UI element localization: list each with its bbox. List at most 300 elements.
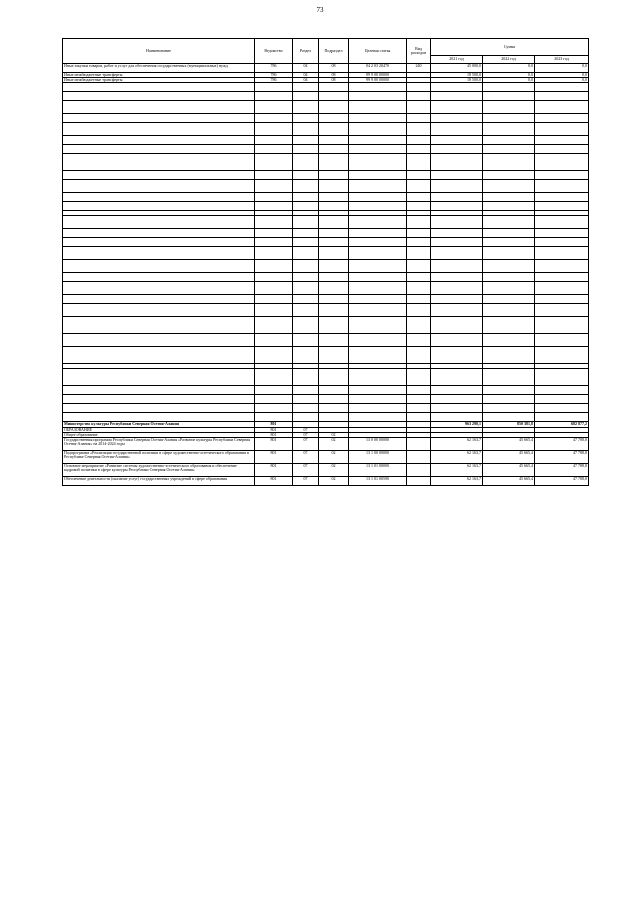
cell-2023: 47 788,8 xyxy=(535,463,589,476)
cell-name xyxy=(63,216,255,229)
cell-name xyxy=(63,92,255,101)
cell-section xyxy=(293,123,319,136)
cell-name xyxy=(63,347,255,364)
page-number: 73 xyxy=(316,6,324,14)
cell-section xyxy=(293,247,319,260)
cell-2023: 0,0 xyxy=(535,64,589,73)
cell-expense xyxy=(407,154,431,171)
cell-section xyxy=(293,180,319,193)
cell-2023 xyxy=(535,229,589,238)
cell-subsection: 02 xyxy=(319,437,349,450)
cell-2023 xyxy=(535,154,589,171)
cell-target xyxy=(349,216,407,229)
cell-2021 xyxy=(431,83,483,92)
cell-2023 xyxy=(535,317,589,334)
cell-section xyxy=(293,347,319,364)
cell-dept xyxy=(255,136,293,145)
cell-dept xyxy=(255,369,293,386)
cell-target: 04 2 03 20470 xyxy=(349,64,407,73)
cell-2022 xyxy=(483,295,535,304)
table-row xyxy=(63,193,589,202)
cell-target xyxy=(349,404,407,413)
cell-subsection: 02 xyxy=(319,432,349,437)
cell-2023 xyxy=(535,395,589,404)
cell-2022: 45 665,4 xyxy=(483,437,535,450)
cell-2022 xyxy=(483,282,535,295)
cell-target xyxy=(349,386,407,395)
cell-2022 xyxy=(483,193,535,202)
col-header-expense: Вид расходов xyxy=(407,39,431,64)
cell-section xyxy=(293,101,319,114)
cell-name: Государственная программа Республики Северная Осетия-Алания «Развитие культуры Республики Северная Осетия-Алания» на 2014-2024 годы xyxy=(63,437,255,450)
cell-expense xyxy=(407,83,431,92)
cell-subsection xyxy=(319,238,349,247)
cell-section xyxy=(293,136,319,145)
cell-target: 13 0 00 00000 xyxy=(349,437,407,450)
cell-name xyxy=(63,193,255,202)
cell-expense xyxy=(407,123,431,136)
cell-2022 xyxy=(483,171,535,180)
table-row xyxy=(63,413,589,422)
cell-dept xyxy=(255,114,293,123)
cell-dept xyxy=(255,304,293,317)
cell-target xyxy=(349,395,407,404)
cell-2022: 45 665,4 xyxy=(483,450,535,463)
cell-name: Обеспечение деятельности (оказание услуг) государственных учреждений в сфере образования xyxy=(63,476,255,485)
cell-subsection xyxy=(319,180,349,193)
table-row xyxy=(63,304,589,317)
cell-target xyxy=(349,202,407,211)
cell-dept: 801 xyxy=(255,427,293,432)
cell-2023 xyxy=(535,238,589,247)
table-row xyxy=(63,282,589,295)
cell-dept xyxy=(255,193,293,202)
cell-section xyxy=(293,295,319,304)
cell-expense xyxy=(407,247,431,260)
cell-dept xyxy=(255,317,293,334)
cell-section: 07 xyxy=(293,450,319,463)
cell-2022: 850 381,8 xyxy=(483,422,535,427)
cell-expense xyxy=(407,202,431,211)
cell-section xyxy=(293,229,319,238)
table-row xyxy=(63,247,589,260)
cell-2021 xyxy=(431,369,483,386)
cell-section xyxy=(293,334,319,347)
cell-2023 xyxy=(535,171,589,180)
cell-subsection xyxy=(319,247,349,260)
cell-expense xyxy=(407,395,431,404)
cell-2022 xyxy=(483,154,535,171)
cell-dept: 801 xyxy=(255,476,293,485)
cell-name xyxy=(63,229,255,238)
cell-2023 xyxy=(535,145,589,154)
cell-dept: 801 xyxy=(255,463,293,476)
cell-target xyxy=(349,304,407,317)
cell-section xyxy=(293,216,319,229)
cell-name: Общее образование xyxy=(63,432,255,437)
cell-section xyxy=(293,395,319,404)
table-row xyxy=(63,463,589,476)
cell-2021 xyxy=(431,229,483,238)
cell-2022 xyxy=(483,334,535,347)
cell-target xyxy=(349,238,407,247)
cell-name xyxy=(63,101,255,114)
cell-name xyxy=(63,180,255,193)
cell-2022 xyxy=(483,202,535,211)
col-header-2022: 2022 год xyxy=(483,56,535,64)
cell-2021 xyxy=(431,216,483,229)
cell-2023: 47 788,8 xyxy=(535,450,589,463)
cell-2022: 45 665,4 xyxy=(483,463,535,476)
cell-dept xyxy=(255,247,293,260)
cell-section xyxy=(293,193,319,202)
cell-2021: 62 163,7 xyxy=(431,463,483,476)
cell-section: 04 xyxy=(293,64,319,73)
cell-expense xyxy=(407,101,431,114)
cell-2021 xyxy=(431,347,483,364)
cell-dept xyxy=(255,83,293,92)
cell-2022 xyxy=(483,369,535,386)
cell-section: 04 xyxy=(293,73,319,78)
cell-subsection xyxy=(319,114,349,123)
cell-2022 xyxy=(483,247,535,260)
cell-2023 xyxy=(535,180,589,193)
cell-2023 xyxy=(535,347,589,364)
cell-2022 xyxy=(483,123,535,136)
cell-subsection: 02 xyxy=(319,450,349,463)
cell-expense xyxy=(407,229,431,238)
cell-target xyxy=(349,180,407,193)
cell-name xyxy=(63,145,255,154)
cell-expense xyxy=(407,171,431,180)
cell-section xyxy=(293,114,319,123)
col-header-2021: 2021 год xyxy=(431,56,483,64)
cell-2023 xyxy=(535,83,589,92)
cell-2023 xyxy=(535,295,589,304)
cell-2021 xyxy=(431,386,483,395)
cell-section xyxy=(293,238,319,247)
cell-name xyxy=(63,171,255,180)
cell-expense xyxy=(407,476,431,485)
cell-target xyxy=(349,369,407,386)
cell-2021 xyxy=(431,92,483,101)
table-row xyxy=(63,476,589,485)
cell-2022 xyxy=(483,304,535,317)
cell-section xyxy=(293,273,319,282)
cell-name xyxy=(63,295,255,304)
cell-subsection xyxy=(319,369,349,386)
cell-2021 xyxy=(431,404,483,413)
cell-dept xyxy=(255,334,293,347)
cell-2022 xyxy=(483,136,535,145)
cell-expense xyxy=(407,304,431,317)
cell-2022 xyxy=(483,386,535,395)
cell-section: 07 xyxy=(293,476,319,485)
cell-2023 xyxy=(535,260,589,273)
cell-name xyxy=(63,317,255,334)
cell-target xyxy=(349,171,407,180)
table-row xyxy=(63,386,589,395)
cell-expense xyxy=(407,145,431,154)
cell-2021: 18 500,0 xyxy=(431,78,483,83)
cell-2022 xyxy=(483,260,535,273)
cell-2021 xyxy=(431,202,483,211)
cell-subsection xyxy=(319,282,349,295)
cell-name: Основное мероприятие «Развитие системы художественно-эстетического образования и обеспечение кадровой политики в сфере культуры Республики Северная Осетия-Алания» xyxy=(63,463,255,476)
cell-name xyxy=(63,413,255,422)
cell-2023: 47 788,8 xyxy=(535,437,589,450)
cell-2022 xyxy=(483,114,535,123)
cell-expense xyxy=(407,114,431,123)
table-row xyxy=(63,437,589,450)
table-row xyxy=(63,334,589,347)
cell-2021 xyxy=(431,395,483,404)
cell-subsection xyxy=(319,123,349,136)
table-row xyxy=(63,347,589,364)
cell-section xyxy=(293,260,319,273)
cell-name: Подпрограмма «Реализация государственной политики в сфере художественно-эстетического образования в Республике Северная Осетия-Алания» xyxy=(63,450,255,463)
cell-subsection xyxy=(319,413,349,422)
cell-expense xyxy=(407,136,431,145)
cell-2022 xyxy=(483,317,535,334)
cell-target xyxy=(349,282,407,295)
cell-2022 xyxy=(483,92,535,101)
cell-subsection xyxy=(319,193,349,202)
cell-expense xyxy=(407,216,431,229)
cell-dept xyxy=(255,101,293,114)
cell-dept xyxy=(255,386,293,395)
cell-section: 07 xyxy=(293,437,319,450)
cell-name xyxy=(63,136,255,145)
cell-subsection xyxy=(319,136,349,145)
table-row xyxy=(63,123,589,136)
cell-section xyxy=(293,154,319,171)
cell-name xyxy=(63,404,255,413)
table-row xyxy=(63,238,589,247)
cell-subsection xyxy=(319,334,349,347)
cell-subsection xyxy=(319,216,349,229)
cell-expense xyxy=(407,386,431,395)
cell-subsection xyxy=(319,171,349,180)
cell-subsection xyxy=(319,202,349,211)
cell-2022 xyxy=(483,395,535,404)
cell-subsection: 08 xyxy=(319,78,349,83)
table-row xyxy=(63,404,589,413)
cell-subsection: 02 xyxy=(319,476,349,485)
table-row xyxy=(63,180,589,193)
cell-2023 xyxy=(535,304,589,317)
cell-target xyxy=(349,317,407,334)
col-header-section: Раздел xyxy=(293,39,319,64)
cell-2023 xyxy=(535,413,589,422)
table-row xyxy=(63,154,589,171)
cell-2023 xyxy=(535,273,589,282)
cell-2022 xyxy=(483,216,535,229)
cell-2021 xyxy=(431,154,483,171)
cell-target: 99 9 00 00000 xyxy=(349,73,407,78)
cell-name: Иные закупки товаров, работ и услуг для обеспечения государственных (муниципальных) нужд xyxy=(63,64,255,73)
cell-2021 xyxy=(431,260,483,273)
cell-dept xyxy=(255,347,293,364)
cell-target: 13 1 00 00000 xyxy=(349,450,407,463)
cell-2023 xyxy=(535,247,589,260)
cell-name xyxy=(63,114,255,123)
cell-subsection xyxy=(319,386,349,395)
cell-2021 xyxy=(431,334,483,347)
cell-target xyxy=(349,260,407,273)
cell-name: Иные межбюджетные трансферты xyxy=(63,78,255,83)
cell-section xyxy=(293,83,319,92)
cell-2021 xyxy=(431,193,483,202)
cell-expense xyxy=(407,180,431,193)
cell-name xyxy=(63,304,255,317)
cell-expense xyxy=(407,413,431,422)
table-row xyxy=(63,273,589,282)
cell-2023 xyxy=(535,386,589,395)
cell-expense xyxy=(407,334,431,347)
cell-section xyxy=(293,282,319,295)
col-header-subsection: Подраздел xyxy=(319,39,349,64)
cell-dept xyxy=(255,395,293,404)
cell-2023 xyxy=(535,193,589,202)
cell-target xyxy=(349,413,407,422)
cell-section: 07 xyxy=(293,427,319,432)
cell-2021 xyxy=(431,123,483,136)
cell-expense xyxy=(407,404,431,413)
cell-dept xyxy=(255,154,293,171)
budget-table xyxy=(62,38,589,486)
cell-name xyxy=(63,154,255,171)
cell-dept xyxy=(255,216,293,229)
cell-section xyxy=(293,202,319,211)
cell-2022: 0,0 xyxy=(483,73,535,78)
col-header-name: Наименование xyxy=(63,39,255,64)
cell-2023 xyxy=(535,369,589,386)
cell-subsection xyxy=(319,404,349,413)
cell-2023: 0,0 xyxy=(535,73,589,78)
cell-2022 xyxy=(483,101,535,114)
cell-section xyxy=(293,386,319,395)
cell-name xyxy=(63,334,255,347)
cell-target xyxy=(349,193,407,202)
cell-2023 xyxy=(535,334,589,347)
cell-2022 xyxy=(483,180,535,193)
cell-target xyxy=(349,101,407,114)
cell-target: 13 1 01 00590 xyxy=(349,476,407,485)
cell-subsection: 02 xyxy=(319,463,349,476)
cell-dept: 801 xyxy=(255,450,293,463)
cell-expense xyxy=(407,347,431,364)
cell-section xyxy=(293,145,319,154)
cell-2022 xyxy=(483,238,535,247)
cell-subsection xyxy=(319,229,349,238)
cell-subsection xyxy=(319,273,349,282)
cell-target xyxy=(349,295,407,304)
cell-target xyxy=(349,247,407,260)
cell-2021: 62 163,7 xyxy=(431,450,483,463)
cell-2023 xyxy=(535,92,589,101)
cell-2023: 682 877,2 xyxy=(535,422,589,427)
cell-2021 xyxy=(431,295,483,304)
cell-target xyxy=(349,347,407,364)
table-row xyxy=(63,145,589,154)
cell-2022 xyxy=(483,273,535,282)
cell-2023 xyxy=(535,101,589,114)
table-row xyxy=(63,114,589,123)
cell-2021 xyxy=(431,171,483,180)
cell-expense xyxy=(407,369,431,386)
cell-expense xyxy=(407,260,431,273)
cell-dept: 786 xyxy=(255,73,293,78)
cell-2023 xyxy=(535,123,589,136)
cell-dept: 801 xyxy=(255,422,293,427)
cell-2021 xyxy=(431,238,483,247)
table-row xyxy=(63,64,589,73)
table-row xyxy=(63,202,589,211)
cell-2023: 47 788,8 xyxy=(535,476,589,485)
cell-target xyxy=(349,154,407,171)
cell-subsection xyxy=(319,92,349,101)
cell-2023 xyxy=(535,282,589,295)
cell-2021 xyxy=(431,304,483,317)
cell-2023: 0,0 xyxy=(535,78,589,83)
cell-subsection xyxy=(319,154,349,171)
cell-section xyxy=(293,171,319,180)
cell-name xyxy=(63,238,255,247)
table-row xyxy=(63,171,589,180)
cell-expense xyxy=(407,437,431,450)
cell-2021 xyxy=(431,180,483,193)
cell-subsection: 08 xyxy=(319,73,349,78)
cell-subsection xyxy=(319,145,349,154)
table-row xyxy=(63,260,589,273)
table-row xyxy=(63,92,589,101)
cell-target xyxy=(349,92,407,101)
cell-dept xyxy=(255,238,293,247)
cell-2022 xyxy=(483,413,535,422)
table-row xyxy=(63,369,589,386)
cell-dept xyxy=(255,123,293,136)
table-row xyxy=(63,295,589,304)
cell-2022 xyxy=(483,83,535,92)
cell-expense xyxy=(407,317,431,334)
col-header-dept: Ведомство xyxy=(255,39,293,64)
cell-target xyxy=(349,83,407,92)
cell-expense xyxy=(407,273,431,282)
table-row xyxy=(63,229,589,238)
table-body xyxy=(63,64,589,486)
cell-2023 xyxy=(535,216,589,229)
cell-target xyxy=(349,145,407,154)
col-header-sum: Сумма xyxy=(431,39,589,56)
cell-dept xyxy=(255,404,293,413)
cell-name xyxy=(63,273,255,282)
cell-name: Министерство культуры Республики Северная Осетия-Алания xyxy=(63,422,255,427)
cell-2021 xyxy=(431,136,483,145)
cell-name xyxy=(63,395,255,404)
cell-subsection xyxy=(319,295,349,304)
cell-name xyxy=(63,247,255,260)
cell-subsection xyxy=(319,304,349,317)
cell-dept xyxy=(255,260,293,273)
cell-2021 xyxy=(431,145,483,154)
cell-section xyxy=(293,317,319,334)
cell-2021: 45 000,0 xyxy=(431,64,483,73)
cell-dept xyxy=(255,92,293,101)
cell-2021 xyxy=(431,247,483,260)
cell-section xyxy=(293,304,319,317)
cell-2021: 963 298,1 xyxy=(431,422,483,427)
